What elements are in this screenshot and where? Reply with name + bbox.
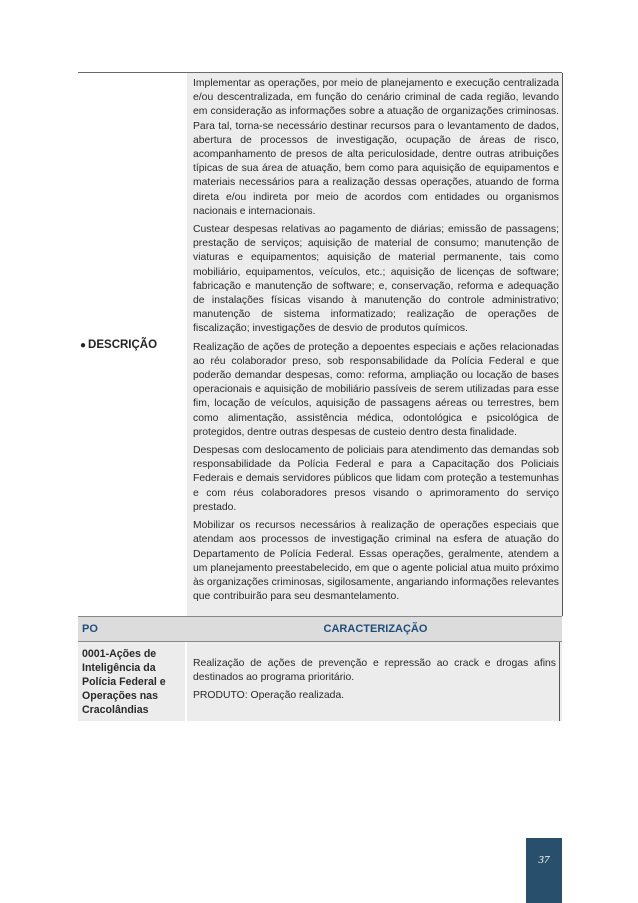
description-content-cell (185, 73, 563, 616)
description-paragraph-3: Realização de ações de proteção a depoentes especiais e ações relacionadas ao réu colaborador preso, sob responsabilidade da Polícia Federal e que poderão demandar despesas, como: reforma, ampliação ou locação de bases operacionais e aquisição de mobiliário passíveis de serem utilizadas para esse fim, locação de veículos, aquisição de passagens aéreas ou terrestres, bem como alimentação, assistência médica, odontológica e psicológica de protegidos, dentre outras despesas de custeio dentro desta finalidade. (193, 341, 559, 438)
description-label (78, 339, 157, 351)
description-row (78, 73, 562, 616)
table-header-row (78, 616, 562, 642)
description-paragraph-2: Custear despesas relativas ao pagamento de diárias; emissão de passagens; prestação de serviços; aquisição de material de consumo; manutenção de viaturas e equipamentos; aquisição de material permanente, tais como mobiliário, equipamentos, veículos, etc.; aquisição de licenças de software; fabricação e manutenção de software; e, conservação, reforma e adequação de instalações físicas visando à manutenção do controle administrativo; manutenção de sistema informatizado; realização de operações de fiscalização; investigações de desvio de produtos químicos. (193, 224, 559, 335)
description-label-cell (78, 73, 185, 616)
description-paragraph-5: Mobilizar os recursos necessários à realização de operações especiais que atendam aos processos de investigação criminal na esfera de atuação do Departamento de Polícia Federal. Essas operações, geralmente, atendem a um planejamento preestabelecido, em que o agente policial atua muito próximo às organizações criminosas, sigilosamente, angariando informações relevantes que contribuirão para seu desmantelamento. (193, 520, 559, 603)
bullet-icon: ● (80, 339, 87, 351)
po-header: PO (82, 623, 98, 636)
description-label-text: DESCRIÇÃO (88, 338, 158, 351)
po-content-cell (185, 642, 560, 721)
po-produto: PRODUTO: Operação realizada. (193, 689, 345, 701)
page-number: 37 (526, 838, 562, 903)
description-paragraph-4: Despesas com deslocamento de policiais para atendimento das demandas sob responsabilidade da Polícia Federal e para a Capacitação dos Policiais Federais e demais servidores públicos que lidam com proteção a testemunhas e com réus colaboradores presos visando o aprimoramento do serviço prestado. (193, 445, 559, 513)
po-row (78, 642, 562, 721)
caracterizacao-header: CARACTERIZAÇÃO (323, 623, 428, 636)
description-paragraph-1: Implementar as operações, por meio de planejamento e execução centralizada e/ou descentralizada, em função do cenário criminal de cada região, levando em consideração as informações sobre a atuação de organizações criminosas. Para tal, torna-se necessário destinar recursos para o levantamento de dados, abertura de processos de investigação, ocupação de áreas de risco, acompanhamento de presos de alta periculosidade, dentre outras atribuições típicas de sua área de atuação, bem como para aquisição de equipamentos e materiais necessários para a realização dessas operações, atuando de forma direta e/ou indireta por meio de acordos com entidades ou organismos nacionais e internacionais. (193, 78, 559, 217)
budget-action-table (78, 72, 562, 721)
po-label: 0001-Ações de Inteligência da Polícia Federal e Operações nas Cracolândias (78, 642, 185, 721)
po-description: Realização de ações de prevenção e repressão ao crack e drogas afins destinados ao programa prioritário. (193, 657, 556, 683)
